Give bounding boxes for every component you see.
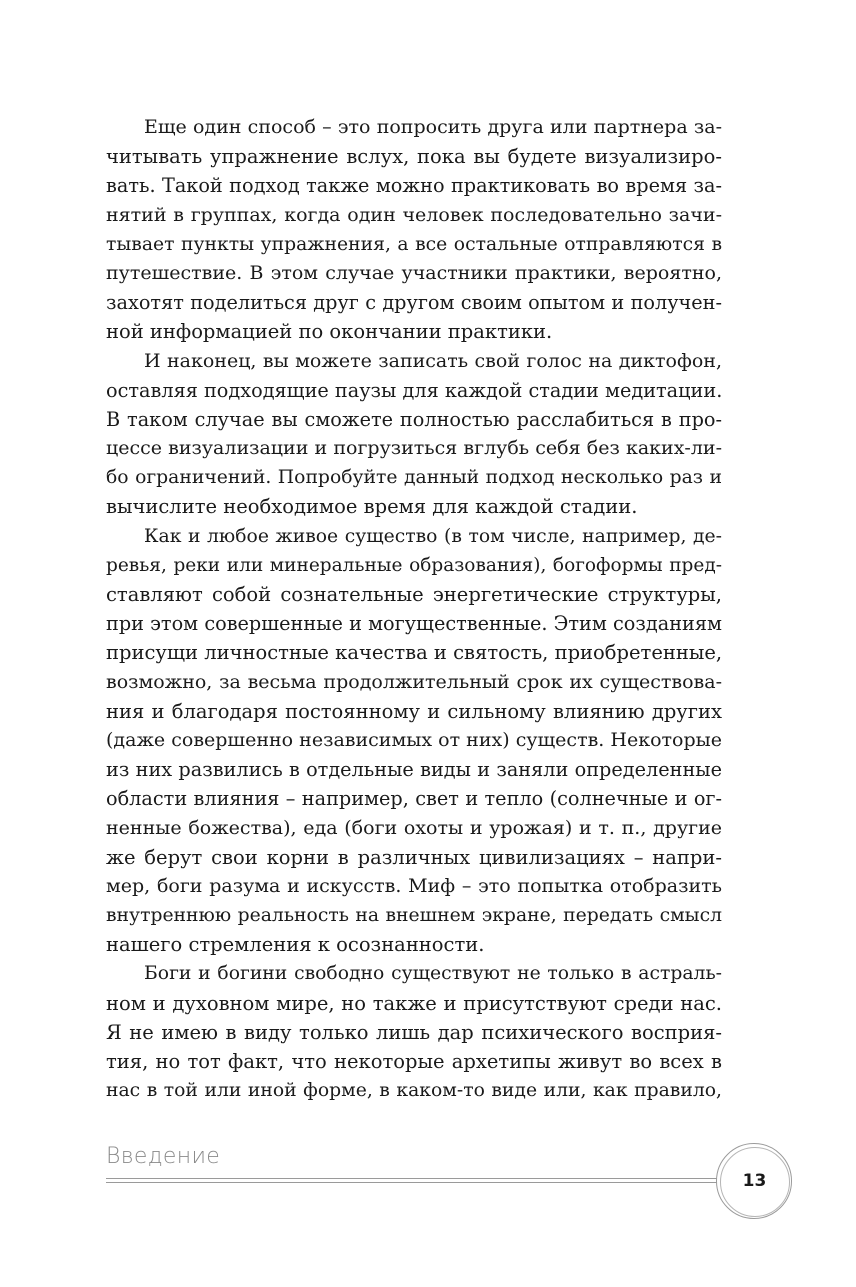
text-line: (даже совершенно независимых от них) существ. Некоторые — [106, 728, 722, 751]
text-line: области влияния – например, свет и тепло (солнечные и ог- — [106, 787, 722, 811]
text-line: вать. Такой подход также можно практиковать во время за- — [106, 174, 722, 198]
text-line: возможно, за весьма продолжительный срок их существова- — [106, 670, 722, 693]
text-line: вычислите необходимое время для каждой стадии. — [106, 495, 638, 519]
text-line: из них развились в отдельные виды и заняли определенные — [106, 758, 722, 782]
text-line: при этом совершенные и могущественные. Этим созданиям — [106, 612, 722, 636]
footer-rule-line — [106, 1178, 740, 1179]
text-line: цессе визуализации и погрузиться вглубь себя без каких-ли- — [106, 437, 722, 460]
text-line: ном и духовном мире, но также и присутствуют среди нас. — [106, 991, 722, 1015]
text-line: оставляя подходящие паузы для каждой стадии медитации. — [106, 378, 723, 402]
text-line: путешествие. В этом случае участники практики, вероятно, — [106, 261, 722, 284]
text-line: тия, но тот факт, что некоторые архетипы живут во всех в — [106, 1050, 722, 1073]
text-line: Я не имею в виду только лишь дар психического восприя- — [106, 1020, 722, 1044]
text-line: ревья, реки или минеральные образования), богоформы пред- — [106, 554, 722, 576]
running-title: Введение — [106, 1144, 221, 1169]
text-line: мер, боги разума и искусств. Миф – это попытка отобразить — [106, 874, 722, 897]
text-line: нятий в группах, когда один человек последовательно зачи- — [106, 203, 722, 226]
paragraph-4 — [106, 959, 722, 1105]
text-line: присущи личностные качества и святость, приобретенные, — [106, 641, 723, 665]
text-line: нашего стремления к осознанности. — [106, 933, 485, 957]
footer-rule-line — [106, 1182, 746, 1183]
text-line: Боги и богини свободно существуют не только в астраль- — [144, 963, 722, 985]
paragraph-1 — [106, 113, 722, 347]
paragraph-3 — [106, 522, 722, 960]
footer-rule — [106, 1178, 740, 1183]
text-line: же берут свои корни в различных цивилизациях – напри- — [106, 845, 722, 869]
text-line: ной информацией по окончании практики. — [106, 320, 553, 344]
text-line: тывает пункты упражнения, а все остальные отправляются в — [106, 233, 722, 255]
page-body — [106, 113, 722, 1105]
text-line: ставляют собой сознательные энергетические структуры, — [106, 583, 722, 606]
text-line: ния и благодаря постоянному и сильному влиянию других — [106, 699, 722, 723]
text-line: В таком случае вы сможете полностью расслабиться в про- — [106, 407, 722, 431]
text-line: ненные божества), еда (боги охоты и урожая) и т. п., другие — [106, 816, 722, 839]
paragraph-2 — [106, 347, 722, 522]
page-number: 13 — [742, 1171, 767, 1191]
text-line: захотят поделиться друг с другом своим опытом и получен- — [106, 291, 722, 315]
text-line: внутреннюю реальность на внешнем экране, передать смысл — [106, 905, 722, 927]
text-line: Еще один способ – это попросить друга или партнера за- — [144, 116, 722, 138]
text-line: бо ограничений. Попробуйте данный подход несколько раз и — [106, 467, 722, 489]
text-line: нас в той или иной форме, в каком-то виде или, как правило, — [106, 1080, 722, 1102]
page-number-badge — [716, 1143, 794, 1221]
text-line: Как и любое живое существо (в том числе, например, де- — [144, 525, 722, 547]
text-line: читывать упражнение вслух, пока вы будете визуализиро- — [106, 145, 722, 169]
text-line: И наконец, вы можете записать свой голос на диктофон, — [144, 349, 722, 372]
